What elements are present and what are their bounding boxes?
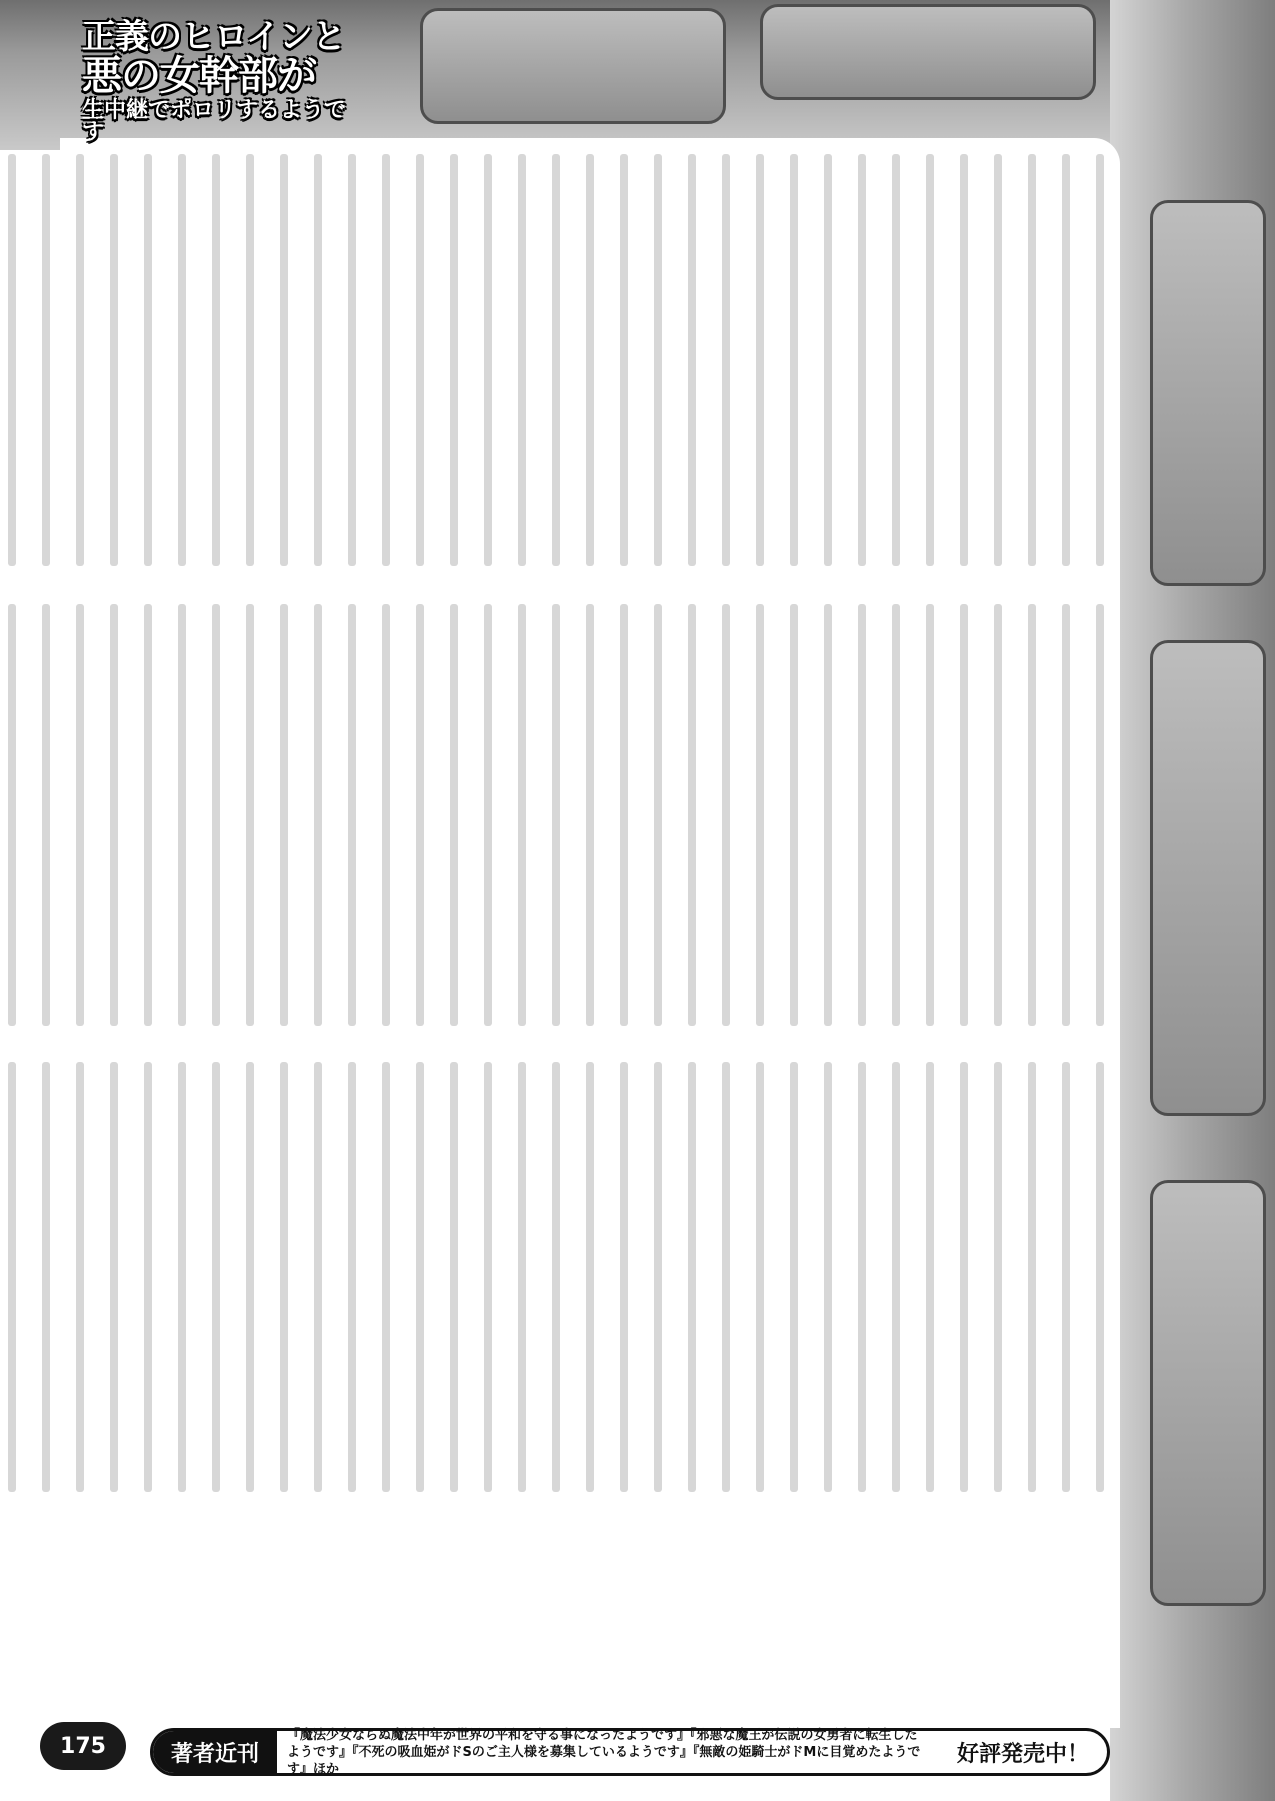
footer-book-list: 『魔法少女ならぬ魔法中年が世界の平和を守る事になったようです』『邪悪な魔王が伝説の女勇者に転生したようです』『不死の吸血姫がドSのご主人様を募集しているようです』『無敵の姫騎士がドMに目覚めたようです』ほか (287, 1727, 921, 1777)
line-placeholder (824, 1062, 832, 1492)
text-line (235, 150, 265, 570)
line-placeholder (382, 1062, 390, 1492)
line-placeholder (450, 604, 458, 1026)
text-line (677, 1058, 707, 1496)
line-placeholder (382, 604, 390, 1026)
line-placeholder (994, 154, 1002, 566)
text-line (133, 600, 163, 1030)
line-placeholder (688, 154, 696, 566)
text-line (235, 1058, 265, 1496)
line-placeholder (654, 154, 662, 566)
text-line (949, 150, 979, 570)
text-line (881, 600, 911, 1030)
line-placeholder (246, 154, 254, 566)
footer-bar (150, 1728, 1110, 1776)
text-line (269, 1058, 299, 1496)
text-line (133, 150, 163, 570)
text-line (1085, 1058, 1115, 1496)
line-placeholder (1028, 154, 1036, 566)
line-placeholder (688, 604, 696, 1026)
line-placeholder (212, 1062, 220, 1492)
text-line (405, 1058, 435, 1496)
line-placeholder (552, 604, 560, 1026)
text-line (99, 600, 129, 1030)
line-placeholder (76, 604, 84, 1026)
line-placeholder (926, 604, 934, 1026)
line-placeholder (484, 154, 492, 566)
line-placeholder (926, 1062, 934, 1492)
line-placeholder (620, 604, 628, 1026)
line-placeholder (178, 1062, 186, 1492)
text-line (201, 1058, 231, 1496)
line-placeholder (620, 1062, 628, 1492)
text-line (99, 1058, 129, 1496)
text-line (711, 600, 741, 1030)
text-line (609, 1058, 639, 1496)
text-line (609, 150, 639, 570)
text-line (507, 150, 537, 570)
text-line (439, 600, 469, 1030)
text-line (575, 1058, 605, 1496)
line-placeholder (654, 1062, 662, 1492)
line-placeholder (552, 154, 560, 566)
text-line (745, 600, 775, 1030)
line-placeholder (1062, 1062, 1070, 1492)
logo-line-1: 正義のヒロインと (82, 17, 345, 57)
line-placeholder (246, 604, 254, 1026)
text-line (405, 600, 435, 1030)
text-line (371, 600, 401, 1030)
text-line (31, 600, 61, 1030)
line-placeholder (42, 604, 50, 1026)
frame-plate (1150, 640, 1266, 1116)
line-placeholder (110, 154, 118, 566)
text-line (1051, 600, 1081, 1030)
line-placeholder (1096, 604, 1104, 1026)
text-line (337, 600, 367, 1030)
line-placeholder (620, 154, 628, 566)
text-line (201, 150, 231, 570)
line-placeholder (892, 604, 900, 1026)
line-placeholder (280, 604, 288, 1026)
text-line (1085, 150, 1115, 570)
text-line (473, 150, 503, 570)
frame-plate (1150, 1180, 1266, 1606)
line-placeholder (8, 1062, 16, 1492)
text-line (337, 150, 367, 570)
line-placeholder (586, 154, 594, 566)
text-line (983, 150, 1013, 570)
line-placeholder (518, 604, 526, 1026)
line-placeholder (314, 1062, 322, 1492)
line-placeholder (756, 154, 764, 566)
text-line (881, 150, 911, 570)
line-placeholder (416, 604, 424, 1026)
line-placeholder (960, 154, 968, 566)
text-line (133, 1058, 163, 1496)
line-placeholder (1096, 154, 1104, 566)
on-sale-label: 好評発売中！ (956, 1741, 1089, 1767)
text-line (677, 600, 707, 1030)
text-line (507, 1058, 537, 1496)
text-line (983, 600, 1013, 1030)
line-placeholder (450, 154, 458, 566)
line-placeholder (926, 154, 934, 566)
text-line (65, 1058, 95, 1496)
line-placeholder (756, 604, 764, 1026)
line-placeholder (416, 1062, 424, 1492)
text-line (303, 1058, 333, 1496)
text-column-2 (75, 600, 1115, 1030)
line-placeholder (76, 1062, 84, 1492)
line-placeholder (1028, 604, 1036, 1026)
line-placeholder (688, 1062, 696, 1492)
line-placeholder (178, 604, 186, 1026)
text-line (235, 600, 265, 1030)
text-line (779, 150, 809, 570)
text-line (0, 600, 27, 1030)
text-line (677, 150, 707, 570)
text-line (1017, 600, 1047, 1030)
text-line (303, 150, 333, 570)
line-placeholder (790, 154, 798, 566)
text-line (167, 600, 197, 1030)
line-placeholder (42, 1062, 50, 1492)
line-placeholder (1062, 154, 1070, 566)
text-line (575, 600, 605, 1030)
line-placeholder (382, 154, 390, 566)
line-placeholder (586, 1062, 594, 1492)
text-line (643, 600, 673, 1030)
page-number: 175 (40, 1722, 126, 1770)
text-line (269, 150, 299, 570)
text-line (371, 1058, 401, 1496)
line-placeholder (960, 1062, 968, 1492)
line-placeholder (212, 154, 220, 566)
line-placeholder (824, 154, 832, 566)
text-line (473, 1058, 503, 1496)
line-placeholder (518, 1062, 526, 1492)
text-line (0, 150, 27, 570)
line-placeholder (246, 1062, 254, 1492)
text-line (847, 600, 877, 1030)
text-line (915, 1058, 945, 1496)
text-line (915, 600, 945, 1030)
text-line (507, 600, 537, 1030)
text-line (473, 600, 503, 1030)
line-placeholder (8, 604, 16, 1026)
line-placeholder (76, 154, 84, 566)
line-placeholder (722, 1062, 730, 1492)
line-placeholder (348, 604, 356, 1026)
text-line (541, 150, 571, 570)
frame-plate (420, 8, 726, 124)
line-placeholder (110, 1062, 118, 1492)
text-line (337, 1058, 367, 1496)
line-placeholder (790, 1062, 798, 1492)
line-placeholder (144, 154, 152, 566)
line-placeholder (450, 1062, 458, 1492)
line-placeholder (416, 154, 424, 566)
frame-plate (1150, 200, 1266, 586)
text-column-1 (75, 150, 1115, 570)
text-line (405, 150, 435, 570)
text-line (99, 150, 129, 570)
text-line (371, 150, 401, 570)
line-placeholder (348, 154, 356, 566)
line-placeholder (314, 604, 322, 1026)
text-line (609, 600, 639, 1030)
text-column-3 (75, 1058, 1115, 1496)
text-line (915, 150, 945, 570)
line-placeholder (892, 1062, 900, 1492)
series-logo (82, 17, 347, 145)
line-placeholder (960, 604, 968, 1026)
text-line (541, 1058, 571, 1496)
text-line (575, 150, 605, 570)
text-line (711, 1058, 741, 1496)
text-line (201, 600, 231, 1030)
text-line (1085, 600, 1115, 1030)
line-placeholder (722, 154, 730, 566)
line-placeholder (484, 604, 492, 1026)
text-line (949, 1058, 979, 1496)
line-placeholder (756, 1062, 764, 1492)
line-placeholder (110, 604, 118, 1026)
text-line (541, 600, 571, 1030)
text-line (813, 1058, 843, 1496)
text-line (1017, 1058, 1047, 1496)
line-placeholder (824, 604, 832, 1026)
text-line (847, 150, 877, 570)
logo-line-2: 悪の女幹部が (82, 53, 316, 99)
text-line (303, 600, 333, 1030)
line-placeholder (1096, 1062, 1104, 1492)
footer-label: 著者近刊 (153, 1731, 277, 1773)
line-placeholder (858, 604, 866, 1026)
text-line (439, 1058, 469, 1496)
text-line (65, 150, 95, 570)
text-line (745, 150, 775, 570)
text-line (31, 150, 61, 570)
text-line (1017, 150, 1047, 570)
text-line (711, 150, 741, 570)
line-placeholder (280, 1062, 288, 1492)
line-placeholder (144, 604, 152, 1026)
text-line (779, 600, 809, 1030)
logo-line-3: 生中継でポロリするようです (82, 98, 347, 145)
line-placeholder (178, 154, 186, 566)
text-line (779, 1058, 809, 1496)
text-line (167, 1058, 197, 1496)
line-placeholder (280, 154, 288, 566)
line-placeholder (858, 154, 866, 566)
text-line (643, 1058, 673, 1496)
text-line (847, 1058, 877, 1496)
text-line (31, 1058, 61, 1496)
line-placeholder (994, 1062, 1002, 1492)
line-placeholder (8, 154, 16, 566)
text-line (65, 600, 95, 1030)
line-placeholder (586, 604, 594, 1026)
text-line (1051, 1058, 1081, 1496)
frame-plate (760, 4, 1096, 100)
line-placeholder (994, 604, 1002, 1026)
text-line (643, 150, 673, 570)
text-line (167, 150, 197, 570)
line-placeholder (484, 1062, 492, 1492)
text-line (983, 1058, 1013, 1496)
line-placeholder (212, 604, 220, 1026)
line-placeholder (790, 604, 798, 1026)
text-line (439, 150, 469, 570)
line-placeholder (1028, 1062, 1036, 1492)
text-line (0, 1058, 27, 1496)
line-placeholder (722, 604, 730, 1026)
text-line (813, 600, 843, 1030)
line-placeholder (348, 1062, 356, 1492)
text-line (1051, 150, 1081, 570)
line-placeholder (654, 604, 662, 1026)
line-placeholder (42, 154, 50, 566)
text-line (881, 1058, 911, 1496)
line-placeholder (144, 1062, 152, 1492)
line-placeholder (314, 154, 322, 566)
text-line (949, 600, 979, 1030)
line-placeholder (518, 154, 526, 566)
text-line (813, 150, 843, 570)
text-line (745, 1058, 775, 1496)
line-placeholder (892, 154, 900, 566)
line-placeholder (552, 1062, 560, 1492)
text-line (269, 600, 299, 1030)
line-placeholder (1062, 604, 1070, 1026)
line-placeholder (858, 1062, 866, 1492)
